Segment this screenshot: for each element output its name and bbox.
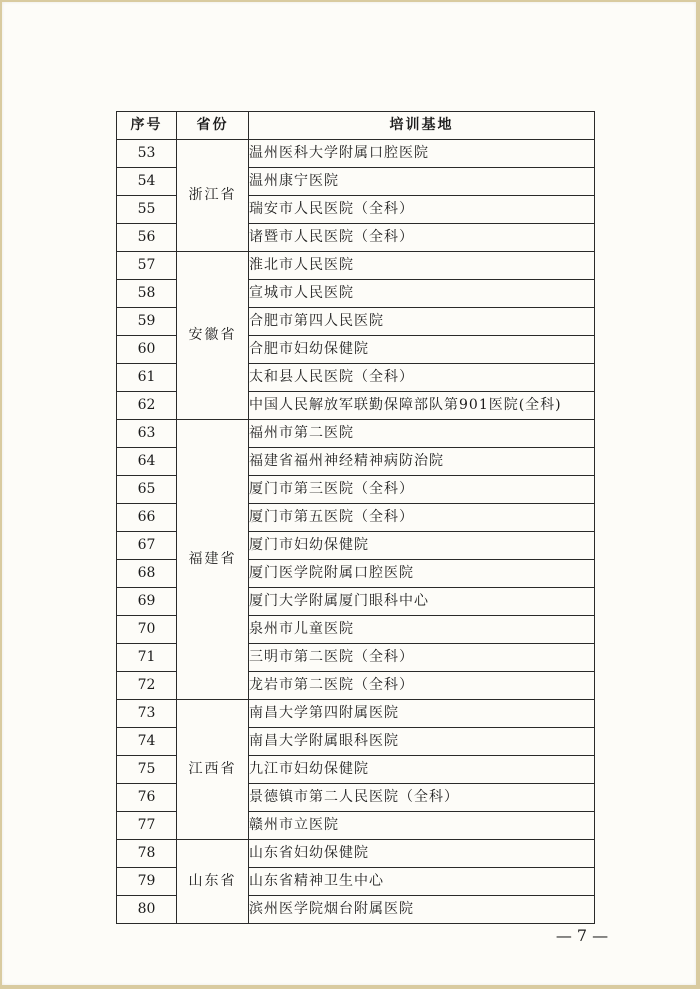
row-number: 56 — [117, 224, 177, 252]
training-base-table — [116, 111, 595, 924]
training-base-name: 厦门市妇幼保健院 — [249, 532, 595, 560]
training-base-name: 厦门市第三医院（全科） — [249, 476, 595, 504]
row-number: 80 — [117, 896, 177, 924]
training-base-name: 合肥市第四人民医院 — [249, 308, 595, 336]
row-number: 66 — [117, 504, 177, 532]
training-base-name: 厦门医学院附属口腔医院 — [249, 560, 595, 588]
row-number: 70 — [117, 616, 177, 644]
row-number: 60 — [117, 336, 177, 364]
training-base-name: 太和县人民医院（全科） — [249, 364, 595, 392]
row-number: 73 — [117, 700, 177, 728]
province-cell: 江西省 — [177, 700, 249, 840]
table-body — [117, 140, 595, 924]
training-base-name: 温州医科大学附属口腔医院 — [249, 140, 595, 168]
table-row — [117, 700, 595, 728]
table-row — [117, 420, 595, 448]
province-cell: 浙江省 — [177, 140, 249, 252]
training-base-name: 滨州医学院烟台附属医院 — [249, 896, 595, 924]
table-row — [117, 140, 595, 168]
page-number: — 7 — — [555, 926, 609, 945]
training-base-name: 诸暨市人民医院（全科） — [249, 224, 595, 252]
row-number: 78 — [117, 840, 177, 868]
training-base-name: 福州市第二医院 — [249, 420, 595, 448]
training-base-name: 景德镇市第二人民医院（全科） — [249, 784, 595, 812]
header-num: 序号 — [117, 112, 177, 140]
row-number: 59 — [117, 308, 177, 336]
training-base-name: 赣州市立医院 — [249, 812, 595, 840]
training-base-name: 福建省福州神经精神病防治院 — [249, 448, 595, 476]
training-base-name: 山东省妇幼保健院 — [249, 840, 595, 868]
row-number: 55 — [117, 196, 177, 224]
row-number: 76 — [117, 784, 177, 812]
row-number: 54 — [117, 168, 177, 196]
province-cell: 安徽省 — [177, 252, 249, 420]
row-number: 67 — [117, 532, 177, 560]
training-base-name: 中国人民解放军联勤保障部队第901医院(全科) — [249, 392, 595, 420]
training-base-name: 南昌大学附属眼科医院 — [249, 728, 595, 756]
table-header-row — [117, 112, 595, 140]
training-base-name: 泉州市儿童医院 — [249, 616, 595, 644]
row-number: 68 — [117, 560, 177, 588]
header-province: 省份 — [177, 112, 249, 140]
province-cell: 福建省 — [177, 420, 249, 700]
row-number: 62 — [117, 392, 177, 420]
row-number: 57 — [117, 252, 177, 280]
row-number: 65 — [117, 476, 177, 504]
row-number: 74 — [117, 728, 177, 756]
row-number: 53 — [117, 140, 177, 168]
training-base-name: 南昌大学第四附属医院 — [249, 700, 595, 728]
training-base-name: 厦门市第五医院（全科） — [249, 504, 595, 532]
document-page — [2, 2, 696, 985]
row-number: 77 — [117, 812, 177, 840]
row-number: 64 — [117, 448, 177, 476]
training-base-name: 厦门大学附属厦门眼科中心 — [249, 588, 595, 616]
row-number: 58 — [117, 280, 177, 308]
training-base-name: 三明市第二医院（全科） — [249, 644, 595, 672]
table-row — [117, 840, 595, 868]
row-number: 71 — [117, 644, 177, 672]
header-base: 培训基地 — [249, 112, 595, 140]
training-base-name: 龙岩市第二医院（全科） — [249, 672, 595, 700]
training-base-name: 宣城市人民医院 — [249, 280, 595, 308]
row-number: 72 — [117, 672, 177, 700]
row-number: 75 — [117, 756, 177, 784]
row-number: 69 — [117, 588, 177, 616]
row-number: 79 — [117, 868, 177, 896]
row-number: 63 — [117, 420, 177, 448]
training-base-name: 山东省精神卫生中心 — [249, 868, 595, 896]
row-number: 61 — [117, 364, 177, 392]
training-base-name: 温州康宁医院 — [249, 168, 595, 196]
training-base-name: 合肥市妇幼保健院 — [249, 336, 595, 364]
province-cell: 山东省 — [177, 840, 249, 924]
table-row — [117, 252, 595, 280]
training-base-name: 瑞安市人民医院（全科） — [249, 196, 595, 224]
training-base-name: 九江市妇幼保健院 — [249, 756, 595, 784]
training-base-name: 淮北市人民医院 — [249, 252, 595, 280]
